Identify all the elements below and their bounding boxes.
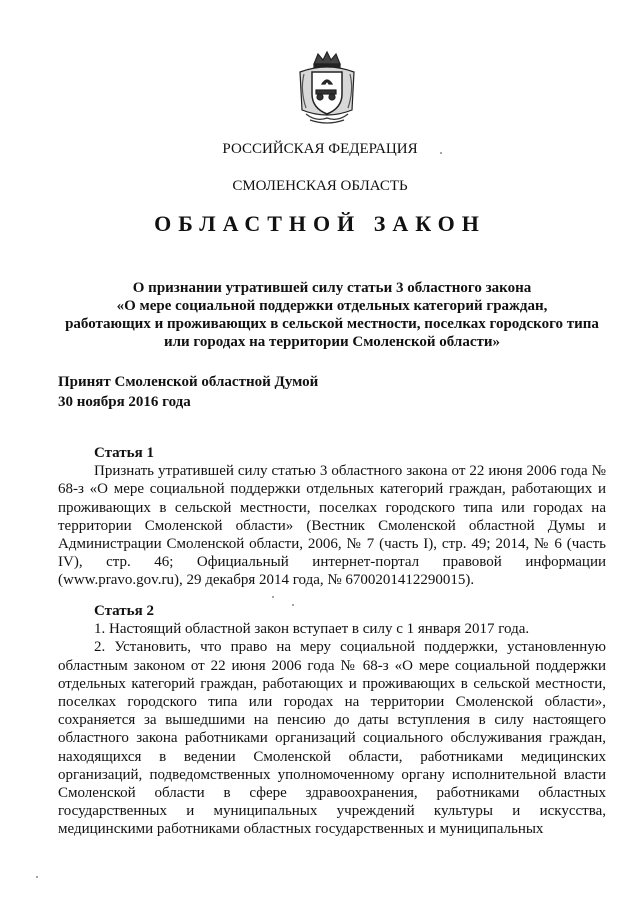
scan-speck [272,596,274,598]
adoption-info [58,372,318,412]
article-1 [58,444,606,590]
adoption-date: 30 ноября 2016 года [58,394,191,410]
article-paragraph: 1. Настоящий областной закон вступает в силу с 1 января 2017 года. [94,621,530,638]
smolensk-coat-of-arms-icon [296,50,358,126]
scan-speck [36,876,38,878]
article-2 [58,602,606,839]
scan-speck [292,604,294,606]
region-name: СМОЛЕНСКАЯ ОБЛАСТЬ [232,178,408,194]
law-title-line: О признании утратившей силу статьи 3 областного закона [132,280,532,296]
article-heading: Статья 2 [94,603,154,619]
adopted-by: Принят Смоленской областной Думой [58,374,319,390]
law-title [58,279,606,351]
law-title-line: «О мере социальной поддержки отдельных категорий граждан, [116,298,548,314]
country-name: РОССИЙСКАЯ ФЕДЕРАЦИЯ [222,141,418,157]
law-title-line: или городах на территории Смоленской области» [163,334,500,350]
scan-speck [440,152,442,154]
article-heading: Статья 1 [94,445,154,461]
article-paragraph: Признать утратившей силу статью 3 областного закона от 22 июня 2006 года № 68-з «О мере социальной поддержки отдельных категорий граждан, работающих и проживающих в сельской местности, поселках городского типа или городах на территории Смоленской области» (Вестник Смоленской областной Думы и Администрации Смоленской области, 2006, № 7 (часть I), стр. 49; 2014, № 6 (часть IV), стр. 46; Официальный интернет-портал правовой информации (www.pravo.gov.ru), 29 декабря 2014 года, № 6700201412290015). [58,463,606,589]
document-type-title: ОБЛАСТНОЙ ЗАКОН [154,211,486,236]
article-paragraph: 2. Установить, что право на меру социальной поддержки, установленную областным законом от 22 июня 2006 года № 68-з «О мере социальной поддержки отдельных категорий граждан, работающих и проживающих в сельской местности, поселках городского типа или городах на территории Смоленской области», сохраняется за вышедшими на пенсию до даты вступления в силу настоящего областного закона работниками организаций социального обслуживания граждан, находящихся в ведении Смоленской области, работниками медицинских организаций, подведомственных уполномоченному органу исполнительной власти Смоленской области в сфере здравоохранения, работниками областных государственных и муниципальных учреждений культуры и искусства, медицинскими работниками областных государственных и муниципальных [58,639,606,838]
law-title-line: работающих и проживающих в сельской местности, поселках городского типа [65,316,599,332]
